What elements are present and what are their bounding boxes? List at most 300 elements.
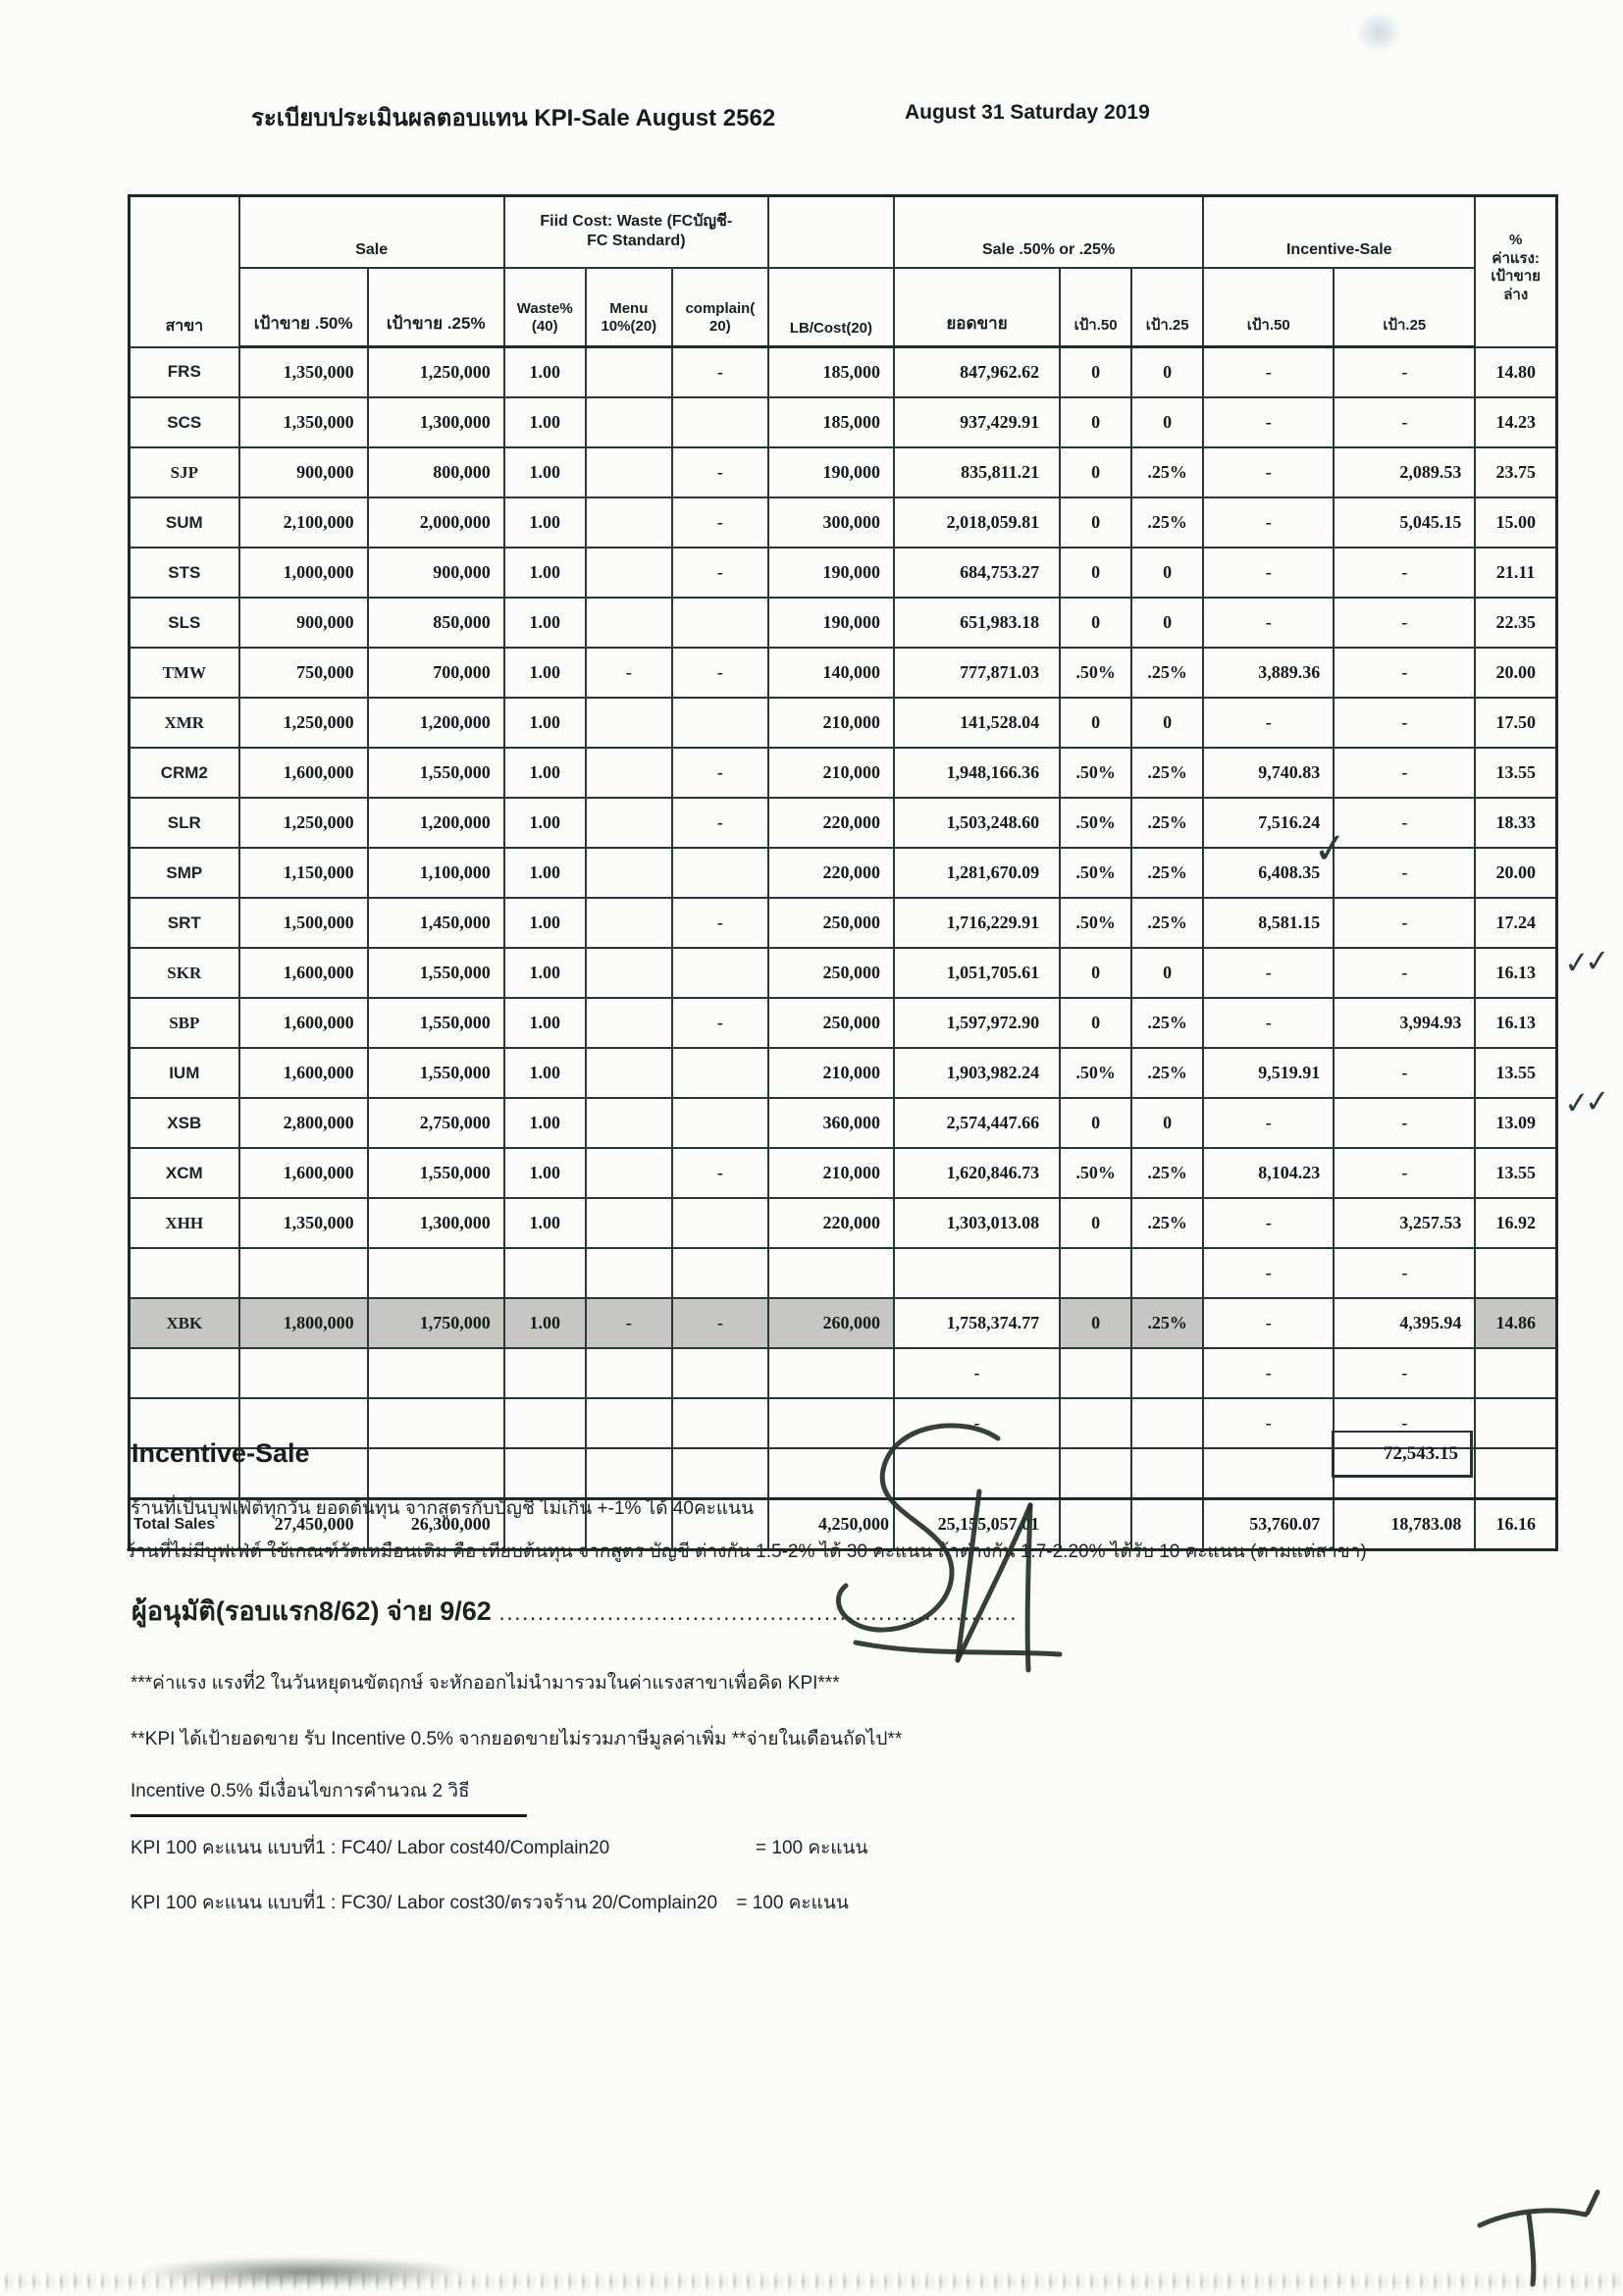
cell-menu (586, 347, 672, 398)
cell-branch: XBK (130, 1298, 239, 1348)
cell-target25: 2,000,000 (368, 497, 504, 548)
cell-sales: 1,758,374.77 (894, 1298, 1060, 1348)
approval-dotted-line: ................................................................... (498, 1599, 1018, 1625)
col-header-waste (504, 268, 586, 347)
cell-sales: 1,281,670.09 (894, 848, 1060, 898)
cell-goal50: .50% (1060, 748, 1131, 798)
cell-inc25: 3,257.53 (1334, 1198, 1475, 1248)
cell-complain: - (672, 1148, 768, 1198)
cell-branch: SLR (130, 798, 239, 848)
cell-target50 (239, 1248, 368, 1298)
cell-menu (586, 848, 672, 898)
cell-goal50: .50% (1060, 898, 1131, 948)
incentive-total-box (1332, 1431, 1473, 1478)
cell-target25: 900,000 (368, 548, 504, 598)
cell-goal50: 0 (1060, 998, 1131, 1048)
cell-menu (586, 748, 672, 798)
cell-menu (586, 447, 672, 497)
cell-target50: 900,000 (239, 447, 368, 497)
cell-complain: - (672, 347, 768, 398)
cell-inc25: - (1334, 748, 1475, 798)
cell-goal25 (1131, 1348, 1203, 1398)
total-pct: 16.16 (1475, 1499, 1556, 1550)
cell-pct: 13.55 (1475, 748, 1556, 798)
cell-branch: SUM (130, 497, 239, 548)
cell-goal25: .25% (1131, 1198, 1203, 1248)
group-header-fiid-cost (504, 196, 768, 269)
cell-complain (672, 1448, 768, 1499)
cell-inc25: - (1334, 1348, 1475, 1398)
cell-inc50: 9,740.83 (1203, 748, 1334, 798)
cell-pct: 20.00 (1475, 848, 1556, 898)
cell-inc25: - (1334, 948, 1475, 998)
col-header-branch: สาขา (130, 196, 239, 347)
cell-lbcost: 210,000 (768, 698, 894, 748)
col-header-menu (586, 268, 672, 347)
cell-target50: 1,600,000 (239, 998, 368, 1048)
cell-inc25: 3,994.93 (1334, 998, 1475, 1048)
cell-goal25: .25% (1131, 1298, 1203, 1348)
cell-complain (672, 397, 768, 447)
fiid-cost-line1: Fiid Cost: Waste (FCบัญชี- (540, 213, 733, 230)
cell-sales: 1,503,248.60 (894, 798, 1060, 848)
cell-pct: 16.13 (1475, 998, 1556, 1048)
col-header-sales: ยอดขาย (894, 268, 1060, 347)
col-header-complain (672, 268, 768, 347)
cell-pct: 15.00 (1475, 497, 1556, 548)
cell-goal25: .25% (1131, 1148, 1203, 1198)
cell-menu: - (586, 648, 672, 698)
menu-line1: Menu (609, 299, 649, 317)
table-row (130, 1198, 1557, 1248)
cell-target50: 1,600,000 (239, 1148, 368, 1198)
cell-pct: 13.09 (1475, 1098, 1556, 1148)
cell-lbcost: 250,000 (768, 948, 894, 998)
cell-goal25: 0 (1131, 948, 1203, 998)
cell-inc50: - (1203, 347, 1334, 398)
cell-waste: 1.00 (504, 347, 586, 398)
cell-goal50: 0 (1060, 1098, 1131, 1148)
cell-menu (586, 998, 672, 1048)
cell-branch: FRS (130, 347, 239, 398)
cell-target25: 1,750,000 (368, 1298, 504, 1348)
cell-inc25: - (1334, 1098, 1475, 1148)
cell-sales: 1,716,229.91 (894, 898, 1060, 948)
cell-complain (672, 598, 768, 648)
cell-menu (586, 1348, 672, 1398)
cell-menu (586, 397, 672, 447)
table-row (130, 748, 1557, 798)
cell-target50: 1,250,000 (239, 798, 368, 848)
complain-line1: complain( (685, 299, 756, 317)
cell-inc25: - (1334, 848, 1475, 898)
cell-waste (504, 1248, 586, 1298)
cell-lbcost: 360,000 (768, 1098, 894, 1148)
cell-sales: 1,597,972.90 (894, 998, 1060, 1048)
cell-goal25: 0 (1131, 347, 1203, 398)
cell-goal25: .25% (1131, 848, 1203, 898)
cell-waste: 1.00 (504, 698, 586, 748)
cell-menu (586, 497, 672, 548)
cell-inc25: - (1334, 1398, 1475, 1448)
footnote-kpi-formula-2 (131, 1888, 849, 1917)
cell-menu (586, 1248, 672, 1298)
cell-inc25: - (1334, 798, 1475, 848)
cell-target25: 800,000 (368, 447, 504, 497)
table-row (130, 497, 1557, 548)
cell-sales: - (894, 1398, 1060, 1448)
cell-target25: 850,000 (368, 598, 504, 648)
cell-goal50: 0 (1060, 598, 1131, 648)
cell-waste (504, 1348, 586, 1398)
lbcost-header-spacer (768, 196, 894, 269)
cell-waste: 1.00 (504, 998, 586, 1048)
cell-waste: 1.00 (504, 397, 586, 447)
cell-goal25: .25% (1131, 497, 1203, 548)
table-row (130, 1148, 1557, 1198)
cell-branch: SKR (130, 948, 239, 998)
total-target25: 26,300,000 (368, 1499, 504, 1550)
table-row (130, 548, 1557, 598)
cell-lbcost: 140,000 (768, 648, 894, 698)
cell-inc25: - (1334, 1148, 1475, 1198)
cell-target25: 1,250,000 (368, 347, 504, 398)
cell-complain (672, 1248, 768, 1298)
cell-goal50: 0 (1060, 698, 1131, 748)
cell-complain: - (672, 998, 768, 1048)
cell-lbcost: 190,000 (768, 548, 894, 598)
cell-complain: - (672, 447, 768, 497)
cell-lbcost: 210,000 (768, 1048, 894, 1098)
cell-waste: 1.00 (504, 1198, 586, 1248)
total-label: Total Sales (130, 1499, 239, 1550)
cell-goal25: 0 (1131, 397, 1203, 447)
footnote-labor-holiday: ***ค่าแรง แรงที่2 ในวันหยุดนขัตฤกษ์ จะหักออกไม่นำมารวมในค่าแรงสาขาเพื่อคิด KPI*** (131, 1673, 840, 1694)
table-row (130, 347, 1557, 398)
cell-goal50: 0 (1060, 347, 1131, 398)
cell-menu (586, 948, 672, 998)
cell-lbcost: 220,000 (768, 798, 894, 848)
cell-pct (1475, 1448, 1556, 1499)
cell-complain: - (672, 497, 768, 548)
table-row (130, 1098, 1557, 1148)
cell-target25 (368, 1348, 504, 1398)
cell-target25 (368, 1448, 504, 1499)
col-header-target50: เป้าขาย .50% (239, 268, 368, 347)
cell-goal25: .25% (1131, 748, 1203, 798)
cell-complain: - (672, 548, 768, 598)
pct-labor-line3: เป้าขาย (1491, 268, 1541, 286)
scan-noise-bottom-edge (0, 2270, 1623, 2292)
waste-line2: (40) (531, 318, 558, 336)
cell-sales: 777,871.03 (894, 648, 1060, 698)
cell-target25: 1,550,000 (368, 998, 504, 1048)
cell-waste: 1.00 (504, 848, 586, 898)
cell-pct: 14.86 (1475, 1298, 1556, 1348)
cell-lbcost: 210,000 (768, 1148, 894, 1198)
cell-goal50: 0 (1060, 1298, 1131, 1348)
cell-target25: 700,000 (368, 648, 504, 698)
cell-target25 (368, 1398, 504, 1448)
footnote-incentive-conditions-text: Incentive 0.5% มีเงื่อนไขการคำนวณ 2 วิธี (131, 1776, 527, 1817)
cell-branch (130, 1248, 239, 1298)
cell-lbcost: 210,000 (768, 748, 894, 798)
cell-goal25: .25% (1131, 648, 1203, 698)
cell-pct: 14.23 (1475, 397, 1556, 447)
cell-menu (586, 898, 672, 948)
cell-target25: 1,200,000 (368, 798, 504, 848)
cell-inc25: - (1334, 598, 1475, 648)
group-header-sale-50-25: Sale .50% or .25% (894, 196, 1203, 269)
cell-target50: 1,800,000 (239, 1298, 368, 1348)
cell-sales: 651,983.18 (894, 598, 1060, 648)
cell-inc25: - (1334, 1248, 1475, 1298)
cell-inc50: - (1203, 998, 1334, 1048)
cell-goal50: 0 (1060, 397, 1131, 447)
cell-menu (586, 1148, 672, 1198)
cell-goal25: .25% (1131, 1048, 1203, 1098)
cell-complain: - (672, 648, 768, 698)
table-row (130, 1248, 1557, 1298)
fiid-cost-line2: FC Standard) (587, 233, 686, 249)
cell-complain (672, 1348, 768, 1398)
signature (797, 1409, 1081, 1694)
cell-branch: SRT (130, 898, 239, 948)
handwritten-checks-ium: ✓✓ (1562, 943, 1607, 982)
pct-labor-line4: ล่าง (1503, 287, 1529, 303)
approval-label: ผู้อนุมัติ(รอบแรก8/62) จ่าย 9/62 (131, 1596, 492, 1626)
menu-line2: 10%(20) (601, 318, 657, 336)
cell-lbcost: 260,000 (768, 1298, 894, 1348)
group-header-incentive-sale: Incentive-Sale (1203, 196, 1475, 269)
cell-target25: 1,450,000 (368, 898, 504, 948)
total-lbcost: 4,250,000 (768, 1499, 894, 1550)
kpi-sale-table (128, 194, 1558, 1551)
cell-lbcost (768, 1248, 894, 1298)
cell-inc50: 6,408.35 (1203, 848, 1334, 898)
cell-inc25: - (1334, 698, 1475, 748)
cell-waste: 1.00 (504, 447, 586, 497)
cell-lbcost: 220,000 (768, 1198, 894, 1248)
cell-goal25 (1131, 1448, 1203, 1499)
cell-menu (586, 1448, 672, 1499)
cell-lbcost (768, 1348, 894, 1398)
cell-target50: 1,150,000 (239, 848, 368, 898)
cell-pct: 13.55 (1475, 1148, 1556, 1198)
cell-goal50: 0 (1060, 447, 1131, 497)
cell-sales (894, 1248, 1060, 1298)
cell-inc25: - (1334, 347, 1475, 398)
cell-lbcost: 190,000 (768, 447, 894, 497)
cell-pct: 17.24 (1475, 898, 1556, 948)
cell-menu: - (586, 1298, 672, 1348)
waste-line1: Waste% (516, 299, 573, 317)
cell-pct: 23.75 (1475, 447, 1556, 497)
cell-inc25: 4,395.94 (1334, 1298, 1475, 1348)
col-header-goal25: เป้า.25 (1131, 268, 1203, 347)
cell-goal50: 0 (1060, 1198, 1131, 1248)
col-header-inc25: เป้า.25 (1334, 268, 1475, 347)
total-inc50: 53,760.07 (1203, 1499, 1334, 1550)
cell-goal25: .25% (1131, 447, 1203, 497)
cell-sales: 684,753.27 (894, 548, 1060, 598)
total-inc25: 18,783.08 (1334, 1499, 1475, 1550)
date-heading: August 31 Saturday 2019 (905, 101, 1150, 124)
cell-target50: 1,600,000 (239, 948, 368, 998)
cell-goal25: .25% (1131, 798, 1203, 848)
cell-inc50: - (1203, 447, 1334, 497)
cell-inc50: - (1203, 948, 1334, 998)
cell-target50: 1,000,000 (239, 548, 368, 598)
cell-branch: XSB (130, 1098, 239, 1148)
cell-lbcost: 300,000 (768, 497, 894, 548)
cell-complain (672, 1398, 768, 1448)
cell-pct: 16.92 (1475, 1198, 1556, 1248)
footnote-kpi-formula-1 (131, 1833, 937, 1862)
cell-waste: 1.00 (504, 1048, 586, 1098)
table-row (130, 598, 1557, 648)
kpi-formula-1-right: = 100 คะแนน (756, 1838, 868, 1858)
table-row (130, 1048, 1557, 1098)
cell-menu (586, 598, 672, 648)
table-row (130, 397, 1557, 447)
cell-pct: 16.13 (1475, 948, 1556, 998)
cell-pct: 21.11 (1475, 548, 1556, 598)
cell-lbcost: 220,000 (768, 848, 894, 898)
cell-target25: 1,550,000 (368, 948, 504, 998)
cell-complain (672, 1098, 768, 1148)
cell-pct: 22.35 (1475, 598, 1556, 648)
cell-menu (586, 1048, 672, 1098)
cell-goal25: 0 (1131, 1098, 1203, 1148)
cell-complain (672, 948, 768, 998)
cell-complain: - (672, 1298, 768, 1348)
cell-waste: 1.00 (504, 548, 586, 598)
cell-pct (1475, 1398, 1556, 1448)
cell-goal25: .25% (1131, 898, 1203, 948)
cell-inc50: - (1203, 1398, 1334, 1448)
cell-target50: 2,800,000 (239, 1098, 368, 1148)
cell-complain: - (672, 748, 768, 798)
cell-target25: 1,550,000 (368, 1148, 504, 1198)
col-header-pct-labor (1475, 196, 1556, 347)
kpi-formula-2-right: = 100 คะแนน (736, 1893, 849, 1913)
cell-inc50: 8,581.15 (1203, 898, 1334, 948)
kpi-formula-2-left: KPI 100 คะแนน แบบที่1 : FC30/ Labor cost30/ตรวจร้าน 20/Complain20 (131, 1893, 718, 1913)
cell-target50: 900,000 (239, 598, 368, 648)
cell-waste: 1.00 (504, 648, 586, 698)
footnote-incentive-conditions (131, 1776, 527, 1817)
cell-branch: SCS (130, 397, 239, 447)
cell-complain (672, 1048, 768, 1098)
cell-sales: 2,574,447.66 (894, 1098, 1060, 1148)
cell-inc50: - (1203, 497, 1334, 548)
cell-target50: 1,350,000 (239, 397, 368, 447)
cell-inc25: 5,045.15 (1334, 497, 1475, 548)
cell-branch: XCM (130, 1148, 239, 1198)
pct-labor-line2: ค่าแรง: (1492, 249, 1540, 267)
cell-goal50: 0 (1060, 948, 1131, 998)
cell-inc25: - (1334, 898, 1475, 948)
cell-complain (672, 1198, 768, 1248)
total-target50: 27,450,000 (239, 1499, 368, 1550)
cell-inc50: - (1203, 1248, 1334, 1298)
cell-inc50: - (1203, 698, 1334, 748)
cell-target50: 750,000 (239, 648, 368, 698)
cell-sales: 1,303,013.08 (894, 1198, 1060, 1248)
table-row (130, 698, 1557, 748)
cell-goal50: .50% (1060, 798, 1131, 848)
cell-inc50: 9,519.91 (1203, 1048, 1334, 1098)
handwritten-checks-xhh: ✓✓ (1562, 1083, 1607, 1122)
cell-complain (672, 698, 768, 748)
cell-goal50: .50% (1060, 648, 1131, 698)
cell-pct (1475, 1348, 1556, 1398)
cell-branch: TMW (130, 648, 239, 698)
cell-inc50: - (1203, 1298, 1334, 1348)
cell-sales: 835,811.21 (894, 447, 1060, 497)
cell-sales: 1,948,166.36 (894, 748, 1060, 798)
cell-sales: 847,962.62 (894, 347, 1060, 398)
group-header-sale: Sale (239, 196, 504, 269)
cell-sales: 1,903,982.24 (894, 1048, 1060, 1098)
cell-complain: - (672, 898, 768, 948)
cell-target25: 1,300,000 (368, 1198, 504, 1248)
cell-sales: 141,528.04 (894, 698, 1060, 748)
cell-sales: 937,429.91 (894, 397, 1060, 447)
total-sales: 25,155,057.01 (894, 1499, 1060, 1550)
cell-branch: SLS (130, 598, 239, 648)
cell-goal50 (1060, 1348, 1131, 1398)
cell-inc50: - (1203, 598, 1334, 648)
cell-target50: 1,500,000 (239, 898, 368, 948)
cell-sales: - (894, 1348, 1060, 1398)
complain-line2: 20) (709, 318, 731, 336)
cell-goal25 (1131, 1248, 1203, 1298)
cell-goal50 (1060, 1248, 1131, 1298)
cell-target50: 1,600,000 (239, 748, 368, 798)
cell-inc50: - (1203, 1098, 1334, 1148)
cell-goal25: 0 (1131, 598, 1203, 648)
cell-lbcost: 185,000 (768, 347, 894, 398)
cell-complain (672, 848, 768, 898)
cell-menu (586, 1398, 672, 1448)
cell-lbcost: 185,000 (768, 397, 894, 447)
cell-pct: 18.33 (1475, 798, 1556, 848)
table-row (130, 1298, 1557, 1348)
cell-sales: 1,620,846.73 (894, 1148, 1060, 1198)
cell-goal50: .50% (1060, 848, 1131, 898)
cell-target50: 1,250,000 (239, 698, 368, 748)
cell-target25: 1,300,000 (368, 397, 504, 447)
cell-target25: 1,100,000 (368, 848, 504, 898)
cell-goal25: 0 (1131, 548, 1203, 598)
cell-waste: 1.00 (504, 798, 586, 848)
cell-branch: SBP (130, 998, 239, 1048)
cell-waste (504, 1398, 586, 1448)
cell-branch: CRM2 (130, 748, 239, 798)
cell-branch: SJP (130, 447, 239, 497)
cell-menu (586, 1198, 672, 1248)
cell-goal25: 0 (1131, 698, 1203, 748)
col-header-inc50: เป้า.50 (1203, 268, 1334, 347)
cell-lbcost: 250,000 (768, 998, 894, 1048)
cell-goal50: .50% (1060, 1148, 1131, 1198)
cell-inc50: - (1203, 397, 1334, 447)
cell-inc25: - (1334, 648, 1475, 698)
cell-inc50: 8,104.23 (1203, 1148, 1334, 1198)
cell-target25: 1,550,000 (368, 748, 504, 798)
